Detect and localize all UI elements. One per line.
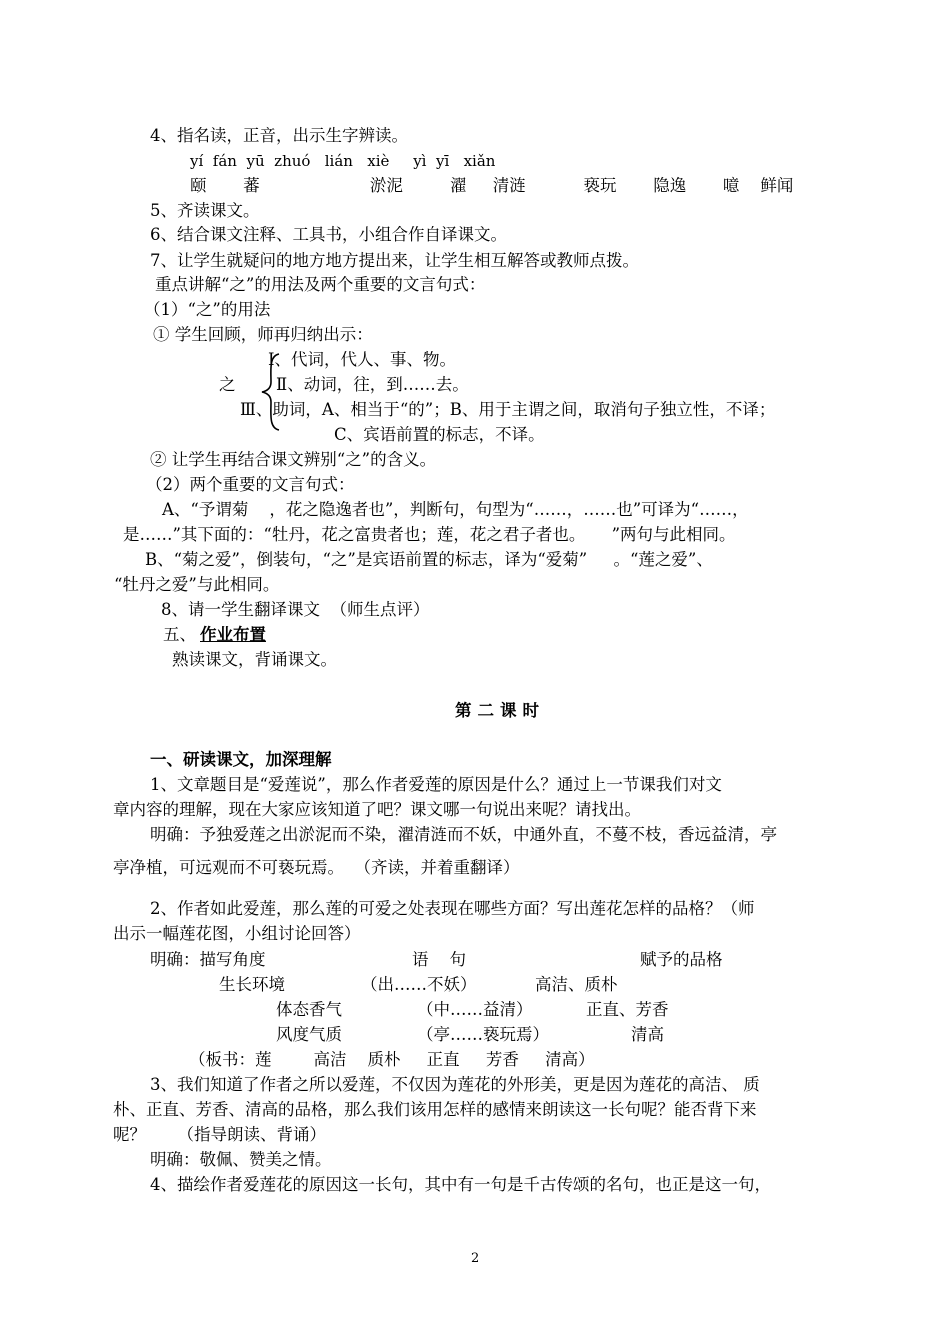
text-line: （1）“之”的用法	[144, 300, 271, 319]
page-number: 2	[471, 1251, 480, 1266]
text-line: 是……”其下面的：“牡丹，花之富贵者也；莲，花之君子者也。 ”两句与此相同。	[123, 525, 736, 544]
text-line: 明确：予独爱莲之出淤泥而不染，濯清涟而不妖，中通外直，不蔓不枝，香远益清，亭	[150, 825, 777, 844]
board-notes: （板书：莲 高洁 质朴 正直 芳香 清高）	[189, 1050, 595, 1069]
text-line: 4、指名读，正音，出示生字辨读。	[150, 126, 408, 145]
table-header-angle: 明确：描写角度	[150, 950, 266, 969]
text-line: B、“菊之爱”，倒装句，“之”是宾语前置的标志，译为“爱菊” 。“莲之爱”、	[145, 550, 713, 569]
text-line: ② 让学生再结合课文辨别“之”的含义。	[150, 450, 437, 469]
lesson-title: 第二课时	[455, 701, 545, 720]
text-line: C、宾语前置的标志，不译。	[334, 425, 545, 444]
text-line: 3、我们知道了作者之所以爱莲，不仅因为莲花的外形美，更是因为莲花的高洁、 质	[150, 1075, 760, 1094]
table-cell: 体态香气	[276, 1000, 342, 1019]
text-line: 朴、正直、芳香、清高的品格，那么我们该用怎样的感情来朗读这一长句呢？能否背下来	[113, 1100, 757, 1119]
table-cell: 高洁、质朴	[535, 975, 618, 994]
table-cell: 正直、芳香	[586, 1000, 669, 1019]
table-cell: 生长环境	[219, 975, 285, 994]
text-line: A、“予谓菊 ，花之隐逸者也”，判断句，句型为“……，……也”可译为“……，	[162, 500, 749, 519]
text-line: 章内容的理解，现在大家应该知道了吧？课文哪一句说出来呢？请找出。	[113, 800, 641, 819]
text-line: 亭净植，可远观而不可亵玩焉。 （齐读，并着重翻译）	[113, 858, 520, 877]
text-line: 8、请一学生翻译课文 （师生点评）	[161, 600, 430, 619]
text-line: 2、作者如此爱莲，那么莲的可爱之处表现在哪些方面？写出莲花怎样的品格？（师	[150, 899, 755, 918]
text-line: Ⅱ、动词，往，到……去。	[276, 375, 469, 394]
text-line: （2）两个重要的文言句式：	[146, 475, 355, 494]
table-cell: （出……不妖）	[361, 975, 477, 994]
text-line: 5、齐读课文。	[150, 201, 260, 220]
text-line: 出示一幅莲花图，小组讨论回答）	[113, 924, 361, 943]
text-line: 6、结合课文注释、工具书，小组合作自译课文。	[150, 225, 507, 244]
table-cell: 清高	[631, 1025, 664, 1044]
text-line: 4、描绘作者爱莲花的原因这一长句，其中有一句是千古传颂的名句，也正是这一句，	[150, 1175, 771, 1194]
text-line: 重点讲解“之”的用法及两个重要的文言句式：	[155, 275, 486, 294]
text-line: 熟读课文，背诵课文。	[172, 650, 337, 669]
text-line: ① 学生回顾，师再归纳出示：	[153, 325, 373, 344]
section-number: 五、	[163, 625, 196, 644]
section-heading: 作业布置	[200, 625, 266, 644]
zhi-label: 之	[219, 375, 236, 394]
table-cell: （亭……亵玩焉）	[417, 1025, 549, 1044]
table-cell: 风度气质	[276, 1025, 342, 1044]
text-line: 1、文章题目是“爱莲说”，那么作者爱莲的原因是什么？通过上一节课我们对文	[150, 775, 722, 794]
text-line: Ⅲ、助词，A、相当于“的”；B、用于主谓之间，取消句子独立性，不译；	[240, 400, 776, 419]
text-line: 7、让学生就疑问的地方地方提出来，让学生相互解答或教师点拨。	[150, 251, 639, 270]
table-cell: （中……益清）	[417, 1000, 533, 1019]
pinyin-line: yí fán yū zhuó lián xiè yì yī xiǎn	[190, 152, 496, 170]
text-line: 呢？ （指导朗读、背诵）	[113, 1125, 326, 1144]
text-line: “牡丹之爱”与此相同。	[114, 575, 280, 594]
vocab-line: 颐 蕃 淤泥 濯 清涟 亵玩 隐逸 噫 鲜闻	[190, 176, 794, 195]
table-header-quality: 赋予的品格	[640, 950, 723, 969]
table-header-sentence: 语 句	[412, 950, 466, 969]
text-line: 明确：敬佩、赞美之情。	[150, 1150, 332, 1169]
section-heading: 一、研读课文，加深理解	[150, 750, 332, 769]
text-line: Ⅰ、代词，代人、事、物。	[268, 350, 457, 369]
